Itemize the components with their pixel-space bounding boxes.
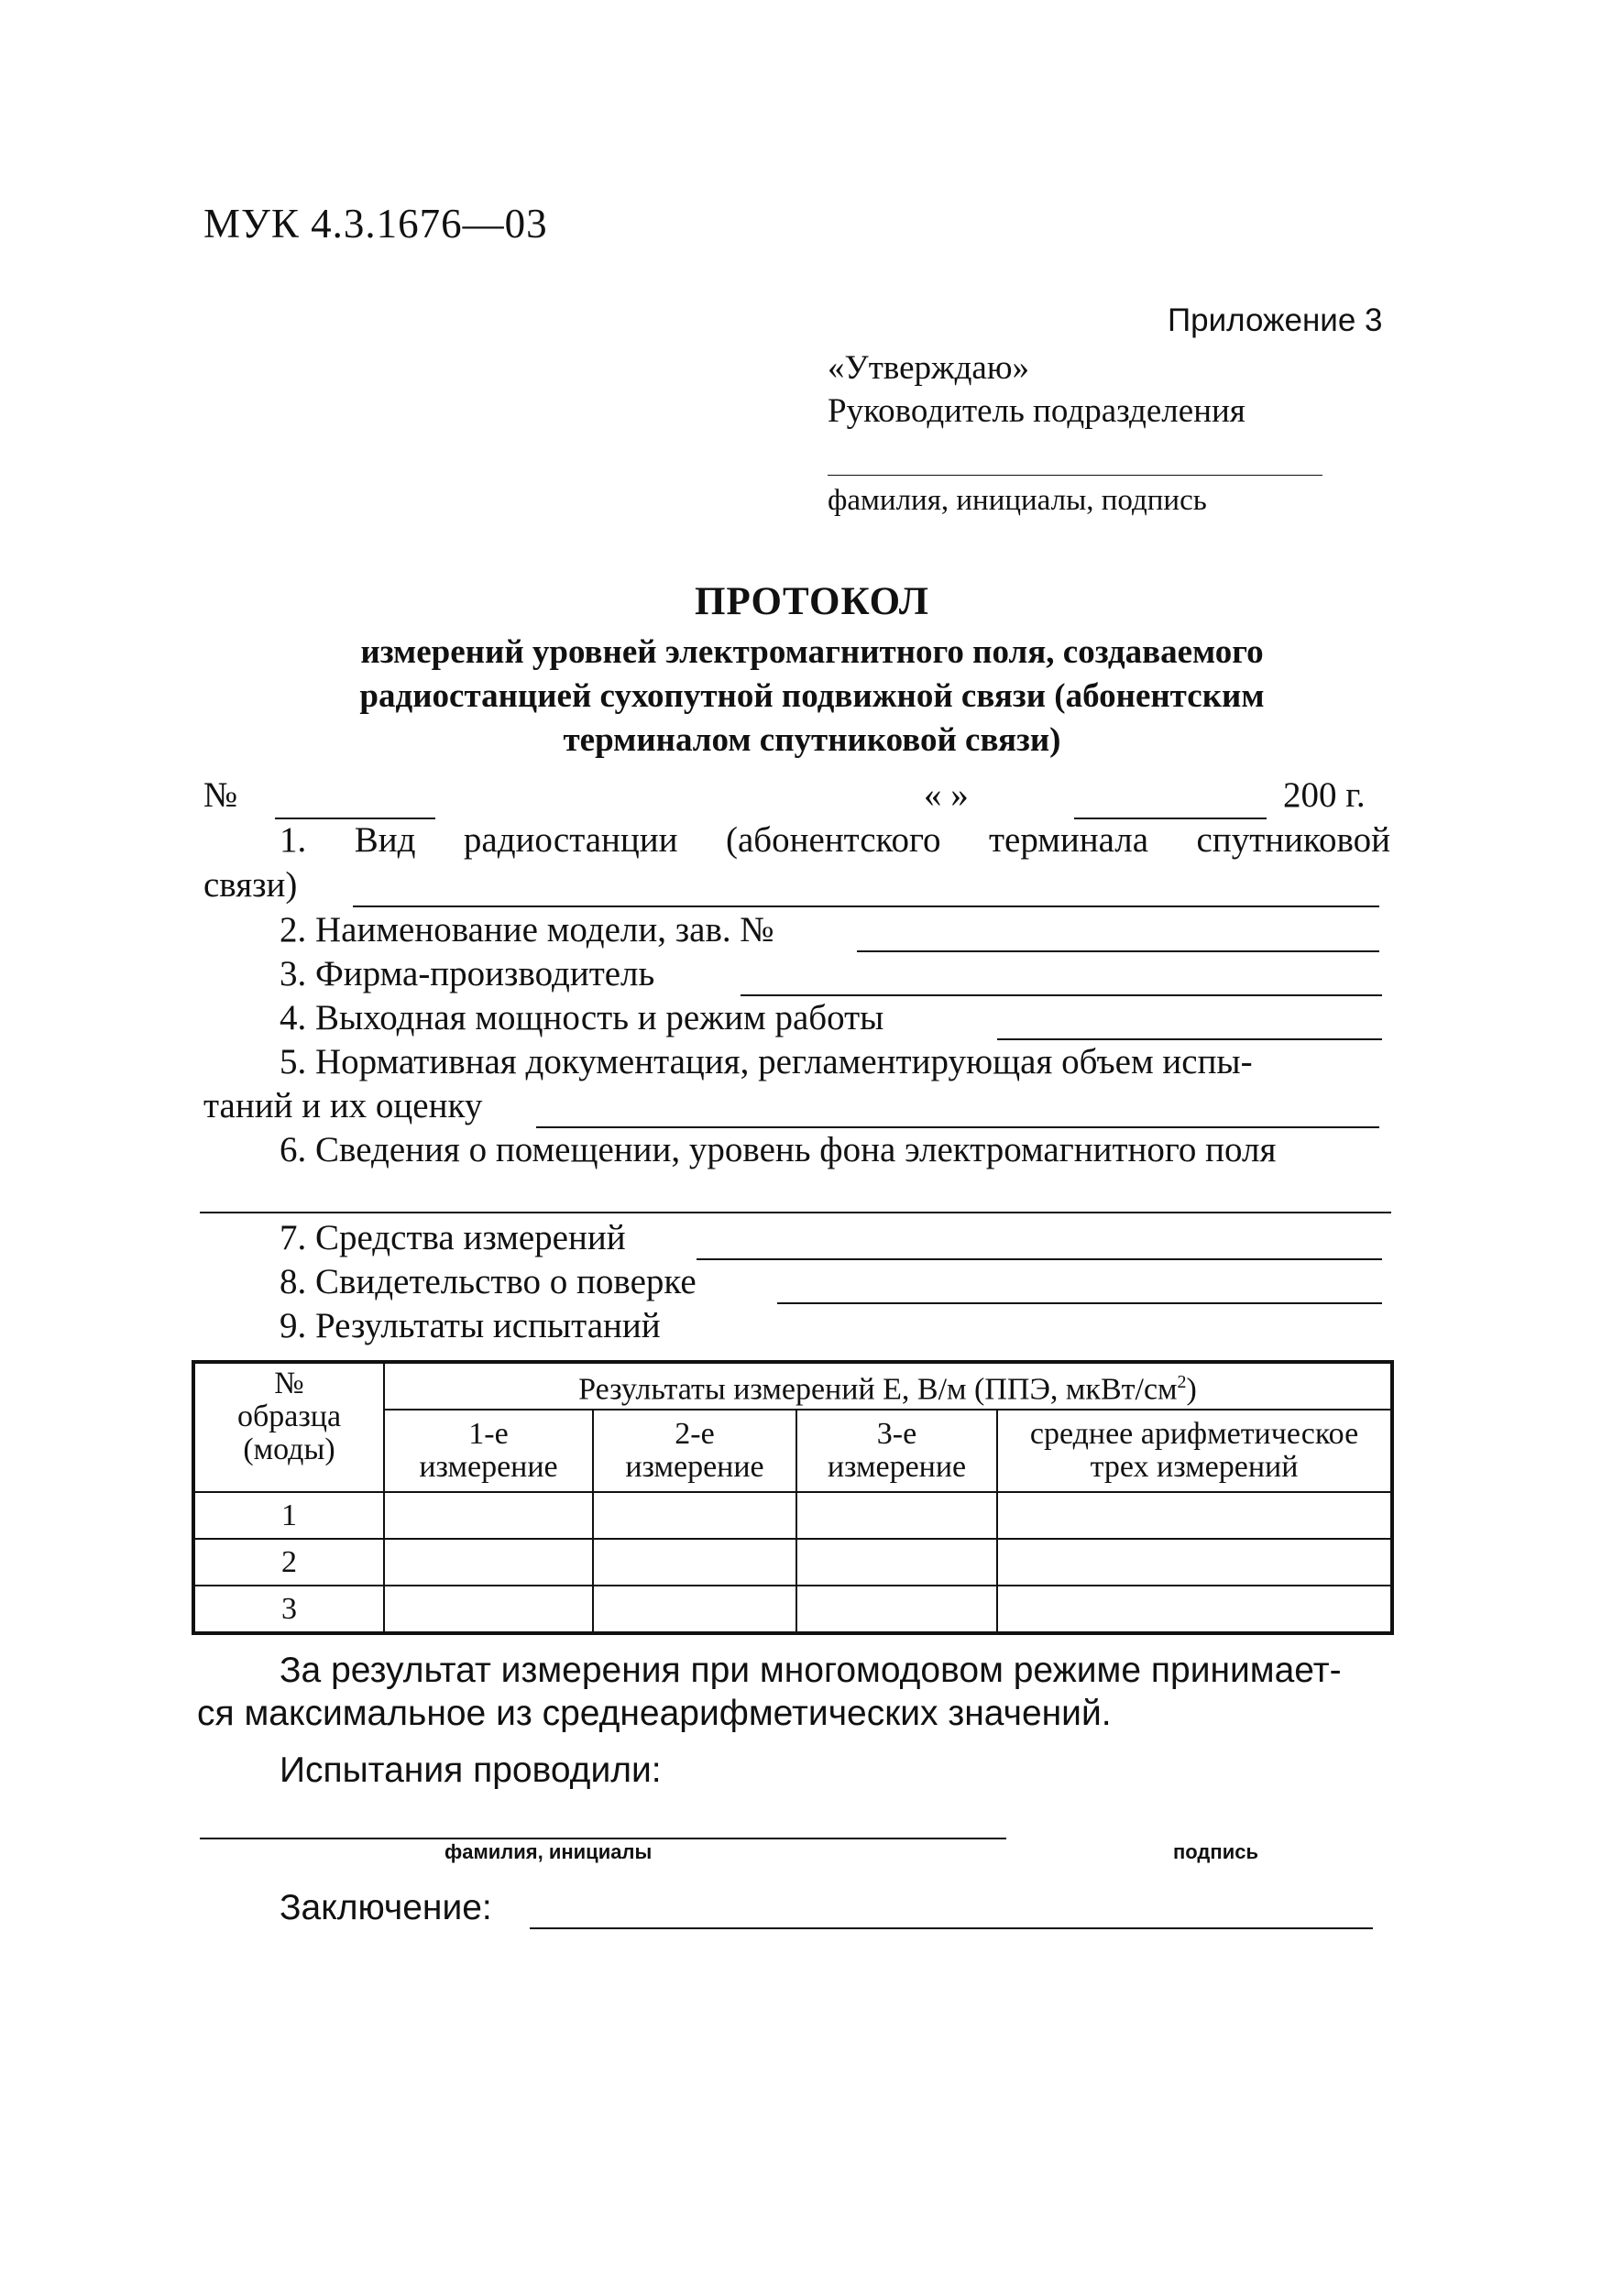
result-cell[interactable] <box>384 1586 593 1633</box>
item-1-field[interactable] <box>353 906 1379 907</box>
protocol-subtitle-line-2: радиостанцией сухопутной подвижной связи (абонентским <box>359 677 1265 715</box>
protocol-subtitle-line-3: терминалом спутниковой связи) <box>563 721 1061 759</box>
item-9-label: 9. Результаты испытаний <box>280 1306 661 1345</box>
names-caption: фамилия, инициалы <box>444 1840 653 1863</box>
protocol-subtitle-line-1: измерений уровней электромагнитного поля, создаваемого <box>360 633 1264 671</box>
item-7-field[interactable] <box>697 1258 1382 1260</box>
item-3-field[interactable] <box>741 994 1382 996</box>
item-1-label-cont: связи) <box>203 865 298 905</box>
date-quotes: « » <box>924 775 969 815</box>
year-label: 200 г. <box>1283 775 1366 815</box>
item-8-field[interactable] <box>777 1302 1382 1304</box>
result-cell[interactable] <box>796 1539 997 1586</box>
result-cell[interactable] <box>997 1492 1392 1539</box>
row-number: 3 <box>193 1586 384 1633</box>
approval-stamp-text: «Утверждаю» <box>828 349 1029 387</box>
sample-header-line-3: (моды) <box>243 1432 335 1466</box>
measurement-3-line-2: измерение <box>827 1450 967 1484</box>
note-line-1: За результат измерения при многомодовом режиме принимает- <box>280 1651 1342 1690</box>
measurement-results-text: Результаты измерений Е, В/м (ППЭ, мкВт/см <box>578 1372 1178 1407</box>
result-cell[interactable] <box>796 1492 997 1539</box>
item-3-label: 3. Фирма-производитель <box>280 954 655 993</box>
item-2-field[interactable] <box>857 950 1379 952</box>
note-line-2: ся максимальное из среднеарифметических значений. <box>197 1694 1112 1733</box>
measurement-1-line-2: измерение <box>419 1450 558 1484</box>
result-cell[interactable] <box>593 1492 796 1539</box>
item-7-label: 7. Средства измерений <box>280 1218 626 1257</box>
conclusion-label: Заключение: <box>280 1888 492 1927</box>
result-cell[interactable] <box>997 1539 1392 1586</box>
approval-signature-caption: фамилия, инициалы, подпись <box>828 484 1207 517</box>
number-sign: № <box>203 775 238 815</box>
item-4-field[interactable] <box>997 1038 1382 1040</box>
row-number: 2 <box>193 1539 384 1586</box>
mean-header <box>997 1410 1392 1492</box>
measurement-3-line-1: 3-е <box>876 1417 917 1451</box>
item-1-label: 1. Вид радиостанции (абонентского терминала спутниковой <box>280 820 1390 860</box>
mean-line-1: среднее арифметическое <box>1029 1417 1359 1451</box>
row-number: 1 <box>193 1492 384 1539</box>
item-5-label-cont: таний и их оценку <box>203 1086 483 1125</box>
measurement-2-header <box>593 1410 796 1492</box>
measurement-results-close: ) <box>1186 1372 1197 1407</box>
result-cell[interactable] <box>997 1586 1392 1633</box>
result-cell[interactable] <box>384 1492 593 1539</box>
item-6-field[interactable] <box>200 1212 1391 1213</box>
table-row <box>193 1539 1392 1586</box>
measurement-2-line-1: 2-е <box>675 1417 715 1451</box>
measurement-1-header <box>384 1410 593 1492</box>
sample-header-line-1: № <box>274 1366 304 1400</box>
table-row <box>193 1586 1392 1633</box>
item-4-label: 4. Выходная мощность и режим работы <box>280 998 884 1037</box>
conducted-by-label: Испытания проводили: <box>280 1751 662 1790</box>
result-cell[interactable] <box>593 1539 796 1586</box>
protocol-title: ПРОТОКОЛ <box>695 580 929 623</box>
conclusion-field[interactable] <box>530 1927 1373 1929</box>
item-5-label: 5. Нормативная документация, регламентирующая объем испы- <box>280 1042 1253 1081</box>
item-5-field[interactable] <box>536 1126 1379 1128</box>
result-cell[interactable] <box>593 1586 796 1633</box>
signature-caption: подпись <box>1173 1840 1258 1863</box>
result-cell[interactable] <box>796 1586 997 1633</box>
item-2-label: 2. Наименование модели, зав. № <box>280 910 774 949</box>
appendix-label: Приложение 3 <box>1168 302 1383 338</box>
result-cell[interactable] <box>384 1539 593 1586</box>
measurement-results-sup: 2 <box>1177 1372 1187 1393</box>
sample-header-line-2: образца <box>236 1399 342 1433</box>
mean-line-2: трех измерений <box>1090 1450 1299 1484</box>
measurement-2-line-2: измерение <box>625 1450 764 1484</box>
measurement-results-header <box>384 1362 1392 1410</box>
measurement-1-line-1: 1-е <box>468 1417 509 1451</box>
names-signature-line[interactable] <box>200 1838 1006 1839</box>
approval-signature-line <box>828 475 1322 476</box>
item-8-label: 8. Свидетельство о поверке <box>280 1262 697 1301</box>
results-table <box>192 1360 1394 1635</box>
item-6-label: 6. Сведения о помещении, уровень фона электромагнитного поля <box>280 1130 1277 1169</box>
sample-number-header <box>193 1362 384 1492</box>
table-row <box>193 1492 1392 1539</box>
head-of-department-label: Руководитель подразделения <box>828 392 1245 430</box>
document-code: МУК 4.3.1676—03 <box>203 201 548 247</box>
measurement-3-header <box>796 1410 997 1492</box>
